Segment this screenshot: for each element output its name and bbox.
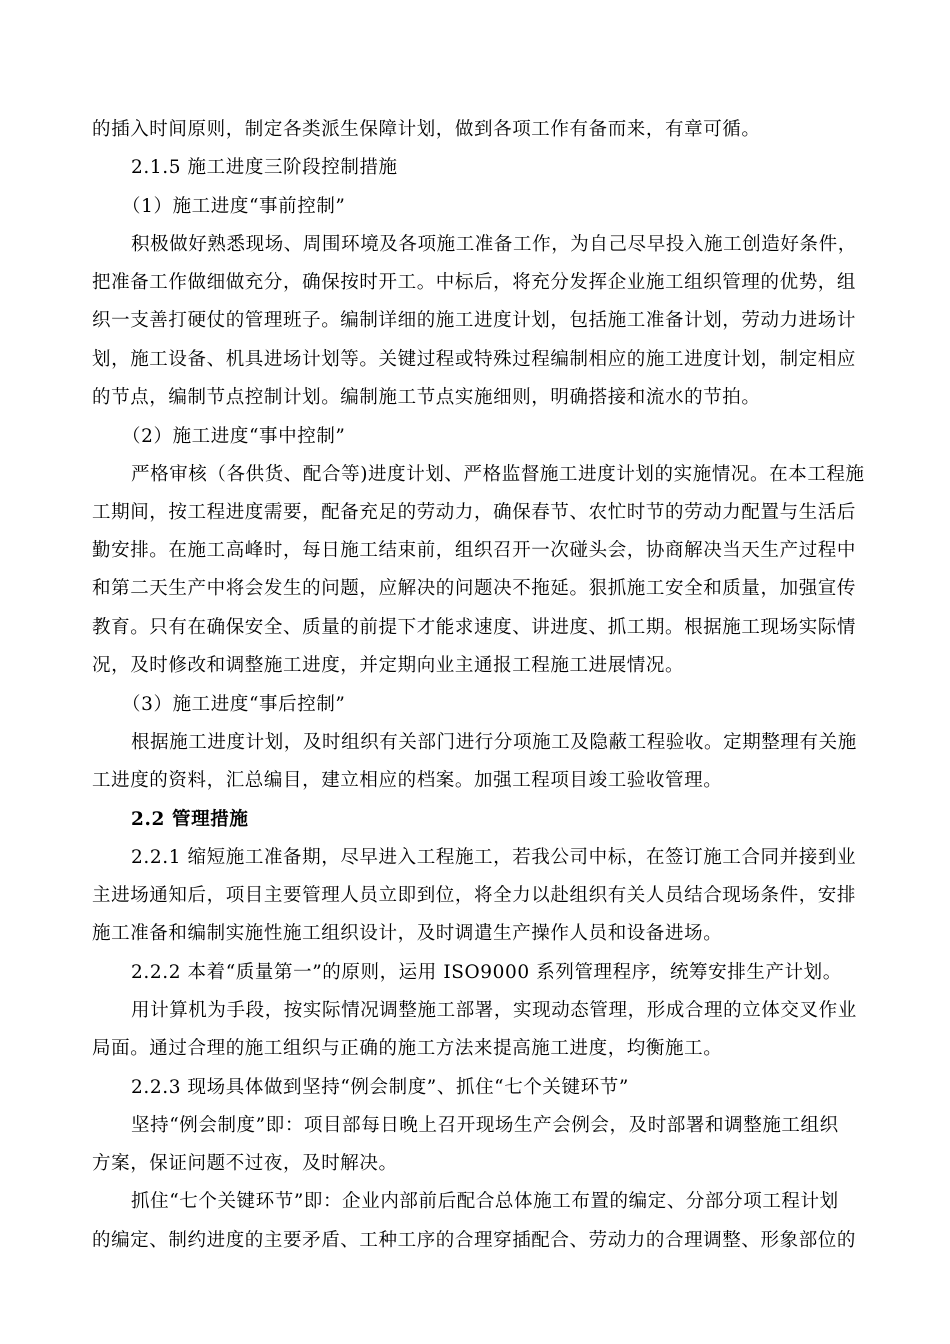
body-text-line: 方案，保证问题不过夜，及时解决。 — [92, 1153, 398, 1174]
body-text-line: 织一支善打硬仗的管理班子。编制详细的施工进度计划，包括施工准备计划，劳动力进场计 — [92, 310, 857, 331]
body-text-line: 教育。只有在确保安全、质量的前提下才能求速度、讲进度、抓工期。根据施工现场实际情 — [92, 617, 857, 638]
body-text-line: 和第二天生产中将会发生的问题，应解决的问题决不拖延。狠抓施工安全和质量，加强宣传 — [92, 578, 857, 599]
body-text-line: 划，施工设备、机具进场计划等。关键过程或特殊过程编制相应的施工进度计划，制定相应 — [92, 349, 857, 370]
subsection-heading-2: （2）施工进度“事中控制” — [122, 426, 346, 447]
body-text-line: 局面。通过合理的施工组织与正确的施工方法来提高施工进度，均衡施工。 — [92, 1038, 723, 1059]
body-text-line: 2.2.3 现场具体做到坚持“例会制度”、抓住“七个关键环节” — [131, 1077, 629, 1098]
body-text-line: 根据施工进度计划，及时组织有关部门进行分项施工及隐蔽工程验收。定期整理有关施 — [131, 732, 857, 753]
subsection-heading-3: （3）施工进度“事后控制” — [122, 694, 346, 715]
body-text-line: 积极做好熟悉现场、周围环境及各项施工准备工作，为自己尽早投入施工创造好条件， — [131, 234, 857, 255]
body-text-line: 抓住“七个关键环节”即：企业内部前后配合总体施工布置的编定、分部分项工程计划 — [131, 1191, 839, 1212]
body-text-line: 用计算机为手段，按实际情况调整施工部署，实现动态管理，形成合理的立体交叉作业 — [131, 1000, 857, 1021]
body-text-line: 的插入时间原则，制定各类派生保障计划，做到各项工作有备而来，有章可循。 — [92, 119, 761, 140]
section-heading-2-2: 2.2 管理措施 — [131, 809, 249, 830]
body-text-line: 的节点，编制节点控制计划。编制施工节点实施细则，明确搭接和流水的节拍。 — [92, 387, 761, 408]
subsection-heading-1: （1）施工进度“事前控制” — [122, 196, 346, 217]
body-text-line: 况，及时修改和调整施工进度，并定期向业主通报工程施工进展情况。 — [92, 655, 685, 676]
body-text-line: 把准备工作做细做充分，确保按时开工。中标后，将充分发挥企业施工组织管理的优势，组 — [92, 272, 857, 293]
body-text-line: 坚持“例会制度”即：项目部每日晚上召开现场生产会例会，及时部署和调整施工组织 — [131, 1115, 839, 1136]
body-text-line: 工进度的资料，汇总编目，建立相应的档案。加强工程项目竣工验收管理。 — [92, 770, 723, 791]
body-text-line: 主进场通知后，项目主要管理人员立即到位，将全力以赴组织有关人员结合现场条件，安排 — [92, 885, 857, 906]
body-text-line: 勤安排。在施工高峰时，每日施工结束前，组织召开一次碰头会，协商解决当天生产过程中 — [92, 540, 857, 561]
body-text-line: 的编定、制约进度的主要矛盾、工种工序的合理穿插配合、劳动力的合理调整、形象部位的 — [92, 1230, 857, 1251]
body-text-line: 严格审核（各供货、配合等)进度计划、严格监督施工进度计划的实施情况。在本工程施 — [131, 464, 865, 485]
body-text-line: 工期间，按工程进度需要，配备充足的劳动力，确保春节、农忙时节的劳动力配置与生活后 — [92, 502, 857, 523]
body-text-line: 2.2.1 缩短施工准备期，尽早进入工程施工，若我公司中标，在签订施工合同并接到业 — [131, 847, 857, 868]
body-text-line: 2.2.2 本着“质量第一”的原则，运用 ISO9000 系列管理程序，统筹安排生产计划。 — [131, 962, 842, 983]
section-heading-2-1-5: 2.1.5 施工进度三阶段控制措施 — [131, 157, 398, 178]
body-text-line: 施工准备和编制实施性施工组织设计，及时调遣生产操作人员和设备进场。 — [92, 923, 723, 944]
